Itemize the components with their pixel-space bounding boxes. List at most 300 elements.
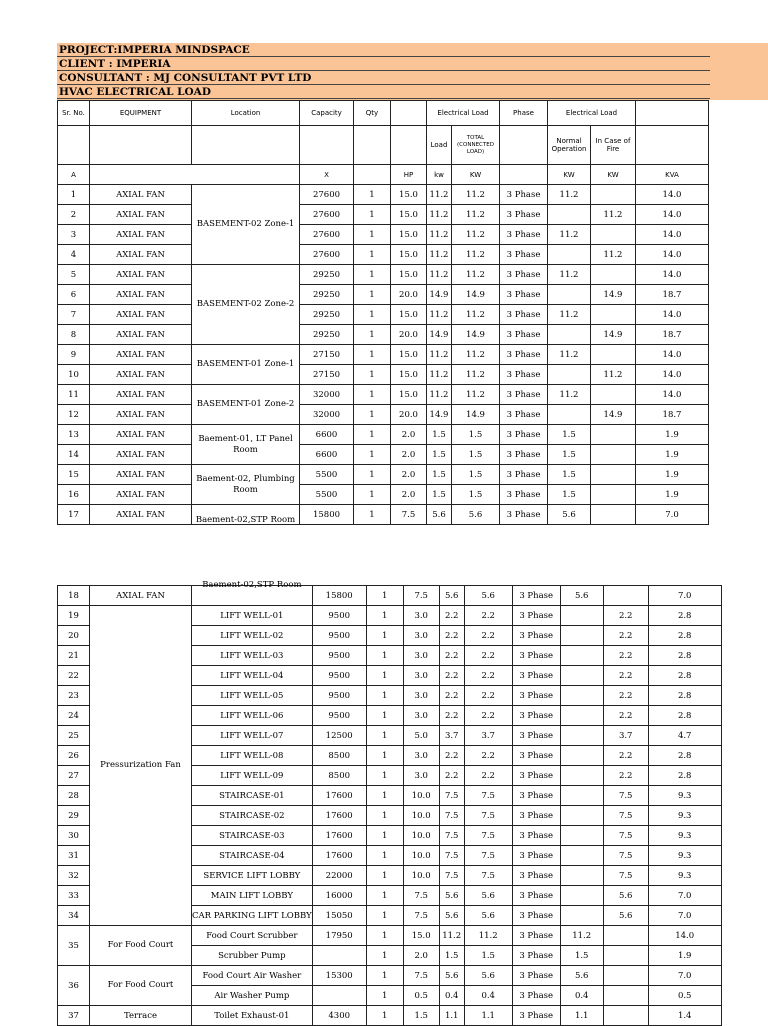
- cell-cap: 6600: [300, 425, 354, 445]
- cell-qty: 1: [354, 285, 391, 305]
- cell-cap: 8500: [312, 766, 366, 786]
- table-row: [58, 185, 709, 205]
- cell-hp: 15.0: [391, 185, 427, 205]
- cell-fire: [591, 305, 636, 325]
- table-row: [58, 1006, 722, 1026]
- cell-kw: 2.2: [439, 686, 464, 706]
- cell-phase: 3 Phase: [500, 365, 548, 385]
- cell-equipment: LIFT WELL-05: [192, 686, 313, 706]
- cell-hp: 7.5: [391, 505, 427, 525]
- cell-kva: 14.0: [636, 205, 709, 225]
- cell-cap: 9500: [312, 706, 366, 726]
- cell-fire: [591, 445, 636, 465]
- cell-qty: 1: [354, 485, 391, 505]
- table-row: [58, 345, 709, 365]
- table-row: [58, 425, 709, 445]
- cell-kva: 7.0: [648, 886, 721, 906]
- cell-qty: 1: [366, 766, 403, 786]
- cell-hp: 20.0: [391, 285, 427, 305]
- cell-phase: 3 Phase: [512, 866, 560, 886]
- cell-qty: 1: [366, 1006, 403, 1026]
- cell-norm: 1.5: [548, 485, 591, 505]
- cell-phase: 3 Phase: [500, 205, 548, 225]
- cell-fire: 7.5: [603, 826, 648, 846]
- table-row: [58, 445, 709, 465]
- cell-kw: 1.5: [427, 485, 452, 505]
- cell-tot: 1.5: [452, 445, 500, 465]
- cell-srno: 15: [58, 465, 90, 485]
- cell-equipment: STAIRCASE-03: [192, 826, 313, 846]
- cell-qty: 1: [354, 305, 391, 325]
- col-load: Load: [427, 126, 452, 165]
- cell-equipment: Food Court Scrubber: [192, 926, 313, 946]
- cell-hp: 2.0: [391, 445, 427, 465]
- cell-phase: 3 Phase: [512, 586, 560, 606]
- cell-kw: 1.1: [439, 1006, 464, 1026]
- cell-phase: 3 Phase: [512, 766, 560, 786]
- cell-qty: 1: [354, 225, 391, 245]
- cell-norm: [560, 746, 603, 766]
- cell-phase: 3 Phase: [512, 946, 560, 966]
- cell-tot: 7.5: [464, 786, 512, 806]
- cell-hp: 3.0: [403, 766, 439, 786]
- cell-hp: 3.0: [403, 666, 439, 686]
- cell-tot: 2.2: [464, 646, 512, 666]
- cell-equipment: LIFT WELL-03: [192, 646, 313, 666]
- cell-cap: 15300: [312, 966, 366, 986]
- cell-tot: 11.2: [452, 265, 500, 285]
- cell-kw: 7.5: [439, 806, 464, 826]
- cell-norm: 0.4: [560, 986, 603, 1006]
- cell-fire: 5.6: [603, 906, 648, 926]
- cell-srno: 4: [58, 245, 90, 265]
- cell-phase: 3 Phase: [512, 806, 560, 826]
- cell-srno: 35: [58, 926, 90, 966]
- location-stp-room-continued: [192, 579, 313, 606]
- cell-srno: 19: [58, 606, 90, 626]
- cell-qty: 1: [366, 646, 403, 666]
- location-stp-room: [192, 505, 300, 525]
- cell-equipment: Toilet Exhaust-01: [192, 1006, 313, 1026]
- table-row: [58, 405, 709, 425]
- cell-tot: 7.5: [464, 826, 512, 846]
- consultant-line: CONSULTANT : MJ CONSULTANT PVT LTD: [57, 71, 710, 85]
- cell-hp: 3.0: [403, 746, 439, 766]
- cell-tot: 14.9: [452, 285, 500, 305]
- cell-cap: 9500: [312, 666, 366, 686]
- cell-qty: 1: [354, 345, 391, 365]
- cell-fire: 11.2: [591, 365, 636, 385]
- cell-equipment: AXIAL FAN: [90, 185, 192, 205]
- cell-srno: 36: [58, 966, 90, 1006]
- unit-x: X: [300, 165, 354, 185]
- cell-cap: 12500: [312, 726, 366, 746]
- cell-phase: 3 Phase: [512, 926, 560, 946]
- cell-srno: 25: [58, 726, 90, 746]
- cell-kva: 1.9: [636, 465, 709, 485]
- cell-tot: 14.9: [452, 325, 500, 345]
- table-row: [58, 305, 709, 325]
- cell-fire: [591, 485, 636, 505]
- cell-fire: [603, 586, 648, 606]
- cell-equipment: AXIAL FAN: [90, 345, 192, 365]
- cell-cap: 9500: [312, 626, 366, 646]
- cell-kva: 9.3: [648, 786, 721, 806]
- location-plumbing-room: Baement-02, Plumbing Room: [192, 465, 300, 505]
- cell-phase: 3 Phase: [500, 245, 548, 265]
- cell-equipment: LIFT WELL-06: [192, 706, 313, 726]
- cell-norm: [560, 646, 603, 666]
- cell-norm: 11.2: [548, 385, 591, 405]
- cell-fire: 7.5: [603, 846, 648, 866]
- cell-qty: 1: [366, 826, 403, 846]
- unit-a: A: [58, 165, 90, 185]
- cell-fire: [603, 926, 648, 946]
- unit-kw-fire: KW: [591, 165, 636, 185]
- cell-kw: 11.2: [427, 245, 452, 265]
- cell-tot: 1.1: [464, 1006, 512, 1026]
- sheet-title: HVAC ELECTRICAL LOAD: [57, 85, 710, 99]
- cell-srno: 2: [58, 205, 90, 225]
- cell-norm: 11.2: [560, 926, 603, 946]
- cell-norm: [560, 626, 603, 646]
- cell-fire: [591, 505, 636, 525]
- cell-norm: 11.2: [548, 345, 591, 365]
- cell-phase: 3 Phase: [512, 666, 560, 686]
- cell-srno: 9: [58, 345, 90, 365]
- cell-tot: 11.2: [452, 205, 500, 225]
- cell-cap: 8500: [312, 746, 366, 766]
- cell-kw: 11.2: [439, 926, 464, 946]
- cell-srno: 5: [58, 265, 90, 285]
- cell-srno: 31: [58, 846, 90, 866]
- cell-kw: 5.6: [439, 906, 464, 926]
- cell-phase: 3 Phase: [500, 405, 548, 425]
- cell-fire: [591, 225, 636, 245]
- cell-cap: 15800: [300, 505, 354, 525]
- cell-kw: 5.6: [427, 505, 452, 525]
- cell-kva: 14.0: [636, 265, 709, 285]
- cell-phase: 3 Phase: [500, 305, 548, 325]
- cell-tot: 11.2: [452, 385, 500, 405]
- cell-fire: 2.2: [603, 766, 648, 786]
- cell-tot: 1.5: [452, 485, 500, 505]
- cell-fire: [591, 345, 636, 365]
- cell-hp: 1.5: [403, 1006, 439, 1026]
- cell-cap: 17600: [312, 786, 366, 806]
- cell-cap: [312, 986, 366, 1006]
- cell-cap: 32000: [300, 405, 354, 425]
- cell-tot: 11.2: [464, 926, 512, 946]
- table-row: [58, 966, 722, 986]
- location-basement-02-zone-1: BASEMENT-02 Zone-1: [192, 185, 300, 265]
- cell-srno: 1: [58, 185, 90, 205]
- unit-kw-lower: kw: [427, 165, 452, 185]
- cell-kw: 1.5: [427, 425, 452, 445]
- cell-cap: 27600: [300, 245, 354, 265]
- cell-equipment: LIFT WELL-08: [192, 746, 313, 766]
- cell-kw: 1.5: [427, 465, 452, 485]
- cell-qty: 1: [354, 405, 391, 425]
- cell-phase: 3 Phase: [500, 505, 548, 525]
- cell-kw: 11.2: [427, 305, 452, 325]
- cell-equipment: AXIAL FAN: [90, 586, 192, 606]
- cell-norm: [548, 245, 591, 265]
- cell-fire: 14.9: [591, 405, 636, 425]
- cell-hp: 20.0: [391, 325, 427, 345]
- cell-cap: 29250: [300, 305, 354, 325]
- cell-qty: 1: [366, 986, 403, 1006]
- cell-kva: 1.9: [636, 445, 709, 465]
- cell-phase: 3 Phase: [512, 626, 560, 646]
- cell-srno: 7: [58, 305, 90, 325]
- cell-equipment: AXIAL FAN: [90, 285, 192, 305]
- cell-equipment: STAIRCASE-01: [192, 786, 313, 806]
- cell-qty: 1: [366, 786, 403, 806]
- cell-fire: 11.2: [591, 205, 636, 225]
- cell-kva: 14.0: [636, 305, 709, 325]
- cell-fire: [603, 966, 648, 986]
- cell-phase: 3 Phase: [512, 986, 560, 1006]
- table-row: [58, 485, 709, 505]
- cell-qty: 1: [354, 445, 391, 465]
- cell-qty: 1: [366, 966, 403, 986]
- cell-phase: 3 Phase: [500, 265, 548, 285]
- cell-qty: 1: [366, 626, 403, 646]
- cell-fire: 5.6: [603, 886, 648, 906]
- cell-norm: [548, 325, 591, 345]
- cell-kw: 11.2: [427, 225, 452, 245]
- cell-tot: 2.2: [464, 666, 512, 686]
- unit-kw-normal: KW: [548, 165, 591, 185]
- cell-phase: 3 Phase: [512, 906, 560, 926]
- cell-hp: 2.0: [391, 465, 427, 485]
- cell-kw: 1.5: [427, 445, 452, 465]
- cell-cap: 17950: [312, 926, 366, 946]
- cell-kva: 1.9: [636, 425, 709, 445]
- col-electrical-load-2: Electrical Load: [548, 101, 636, 126]
- cell-qty: 1: [366, 866, 403, 886]
- cell-kva: 14.0: [636, 225, 709, 245]
- cell-phase: 3 Phase: [500, 185, 548, 205]
- cell-tot: 2.2: [464, 766, 512, 786]
- cell-norm: [548, 365, 591, 385]
- cell-hp: 15.0: [391, 365, 427, 385]
- cell-kw: 11.2: [427, 365, 452, 385]
- cell-fire: [603, 946, 648, 966]
- cell-norm: [560, 866, 603, 886]
- cell-srno: 23: [58, 686, 90, 706]
- cell-norm: [560, 686, 603, 706]
- cell-cap: 22000: [312, 866, 366, 886]
- cell-fire: 2.2: [603, 686, 648, 706]
- cell-kw: 7.5: [439, 866, 464, 886]
- cell-equipment: LIFT WELL-09: [192, 766, 313, 786]
- table-row: [58, 365, 709, 385]
- cell-norm: [560, 706, 603, 726]
- cell-equipment: AXIAL FAN: [90, 485, 192, 505]
- cell-kw: 0.4: [439, 986, 464, 1006]
- cell-kva: 1.9: [648, 946, 721, 966]
- cell-fire: 7.5: [603, 806, 648, 826]
- cell-qty: 1: [366, 666, 403, 686]
- cell-cap: 17600: [312, 846, 366, 866]
- cell-fire: [591, 385, 636, 405]
- cell-tot: 5.6: [464, 886, 512, 906]
- cell-srno: 37: [58, 1006, 90, 1026]
- table-row: [58, 205, 709, 225]
- cell-kva: 2.8: [648, 686, 721, 706]
- cell-srno: 11: [58, 385, 90, 405]
- location-basement-02-zone-2: BASEMENT-02 Zone-2: [192, 265, 300, 345]
- cell-hp: 3.0: [403, 606, 439, 626]
- cell-kva: 2.8: [648, 646, 721, 666]
- cell-kw: 2.2: [439, 606, 464, 626]
- cell-kw: 11.2: [427, 265, 452, 285]
- client-line: CLIENT : IMPERIA: [57, 57, 710, 71]
- cell-kw: 11.2: [427, 385, 452, 405]
- cell-cap: 15800: [312, 586, 366, 606]
- cell-cap: 9500: [312, 686, 366, 706]
- cell-cap: 29250: [300, 265, 354, 285]
- cell-tot: 2.2: [464, 686, 512, 706]
- cell-cap: 16000: [312, 886, 366, 906]
- cell-norm: 1.5: [548, 425, 591, 445]
- cell-equipment: AXIAL FAN: [90, 505, 192, 525]
- col-srno: Sr. No.: [58, 101, 90, 126]
- cell-equipment: AXIAL FAN: [90, 305, 192, 325]
- cell-phase: 3 Phase: [512, 706, 560, 726]
- cell-norm: 11.2: [548, 265, 591, 285]
- cell-kva: 14.0: [636, 345, 709, 365]
- cell-kva: 14.0: [648, 926, 721, 946]
- cell-norm: [560, 666, 603, 686]
- cell-kw: 7.5: [439, 826, 464, 846]
- cell-tot: 5.6: [452, 505, 500, 525]
- cell-hp: 5.0: [403, 726, 439, 746]
- table-row: [58, 465, 709, 485]
- group-food-court-air-washer: For Food Court: [90, 966, 192, 1006]
- cell-cap: 27150: [300, 365, 354, 385]
- cell-fire: 2.2: [603, 626, 648, 646]
- cell-srno: 24: [58, 706, 90, 726]
- cell-cap: 5500: [300, 465, 354, 485]
- cell-fire: [591, 265, 636, 285]
- location-stp-room-label-continued: Baement-02,STP Room: [202, 579, 302, 590]
- cell-kw: 14.9: [427, 405, 452, 425]
- cell-kw: 11.2: [427, 205, 452, 225]
- cell-phase: 3 Phase: [512, 646, 560, 666]
- cell-kw: 14.9: [427, 285, 452, 305]
- cell-norm: 5.6: [560, 586, 603, 606]
- cell-kw: 1.5: [439, 946, 464, 966]
- cell-kva: 18.7: [636, 285, 709, 305]
- cell-norm: [548, 405, 591, 425]
- cell-kw: 2.2: [439, 666, 464, 686]
- cell-tot: 3.7: [464, 726, 512, 746]
- cell-tot: 2.2: [464, 746, 512, 766]
- unit-kva: KVA: [636, 165, 709, 185]
- cell-cap: 27600: [300, 225, 354, 245]
- cell-srno: 34: [58, 906, 90, 926]
- col-equipment: EQUIPMENT: [90, 101, 192, 126]
- cell-tot: 1.5: [464, 946, 512, 966]
- cell-equipment: LIFT WELL-07: [192, 726, 313, 746]
- cell-equipment: AXIAL FAN: [90, 325, 192, 345]
- cell-cap: 27600: [300, 185, 354, 205]
- col-in-case-of-fire: In Case of Fire: [591, 126, 636, 165]
- cell-phase: 3 Phase: [512, 786, 560, 806]
- cell-qty: 1: [366, 886, 403, 906]
- cell-cap: 6600: [300, 445, 354, 465]
- cell-phase: 3 Phase: [512, 726, 560, 746]
- cell-fire: 2.2: [603, 606, 648, 626]
- col-capacity: Capacity: [300, 101, 354, 126]
- cell-qty: 1: [366, 806, 403, 826]
- cell-tot: 5.6: [464, 906, 512, 926]
- cell-cap: 17600: [312, 826, 366, 846]
- cell-kw: 11.2: [427, 345, 452, 365]
- cell-phase: 3 Phase: [512, 686, 560, 706]
- cell-fire: 7.5: [603, 866, 648, 886]
- cell-qty: 1: [366, 686, 403, 706]
- cell-norm: [560, 806, 603, 826]
- cell-cap: 29250: [300, 285, 354, 305]
- col-location: Location: [192, 101, 300, 126]
- cell-cap: 17600: [312, 806, 366, 826]
- cell-hp: 2.0: [391, 425, 427, 445]
- cell-norm: 5.6: [560, 966, 603, 986]
- cell-equipment: STAIRCASE-02: [192, 806, 313, 826]
- cell-equipment: AXIAL FAN: [90, 445, 192, 465]
- cell-qty: 1: [354, 205, 391, 225]
- cell-kw: 11.2: [427, 185, 452, 205]
- load-table-page-2: [57, 579, 722, 1026]
- cell-fire: [591, 425, 636, 445]
- cell-phase: 3 Phase: [512, 826, 560, 846]
- cell-equipment: AXIAL FAN: [90, 425, 192, 445]
- cell-cap: [312, 946, 366, 966]
- cell-cap: 27150: [300, 345, 354, 365]
- cell-kva: 7.0: [648, 966, 721, 986]
- cell-cap: 27600: [300, 205, 354, 225]
- cell-kva: 7.0: [648, 906, 721, 926]
- cell-kw: 2.2: [439, 746, 464, 766]
- cell-norm: 1.5: [548, 465, 591, 485]
- cell-qty: 1: [366, 926, 403, 946]
- cell-kva: 14.0: [636, 185, 709, 205]
- cell-srno: 8: [58, 325, 90, 345]
- cell-kw: 5.6: [439, 586, 464, 606]
- cell-srno: 33: [58, 886, 90, 906]
- cell-norm: 1.5: [548, 445, 591, 465]
- cell-equipment: Air Washer Pump: [192, 986, 313, 1006]
- cell-kva: 2.8: [648, 626, 721, 646]
- cell-hp: 10.0: [403, 846, 439, 866]
- cell-kva: 18.7: [636, 405, 709, 425]
- cell-fire: 2.2: [603, 706, 648, 726]
- location-basement-01-zone-1: BASEMENT-01 Zone-1: [192, 345, 300, 385]
- cell-kw: 2.2: [439, 706, 464, 726]
- cell-fire: 3.7: [603, 726, 648, 746]
- cell-equipment: STAIRCASE-04: [192, 846, 313, 866]
- table-row: [58, 285, 709, 305]
- cell-qty: 1: [354, 505, 391, 525]
- cell-hp: 7.5: [403, 586, 439, 606]
- cell-norm: 11.2: [548, 185, 591, 205]
- cell-phase: 3 Phase: [500, 445, 548, 465]
- cell-srno: 28: [58, 786, 90, 806]
